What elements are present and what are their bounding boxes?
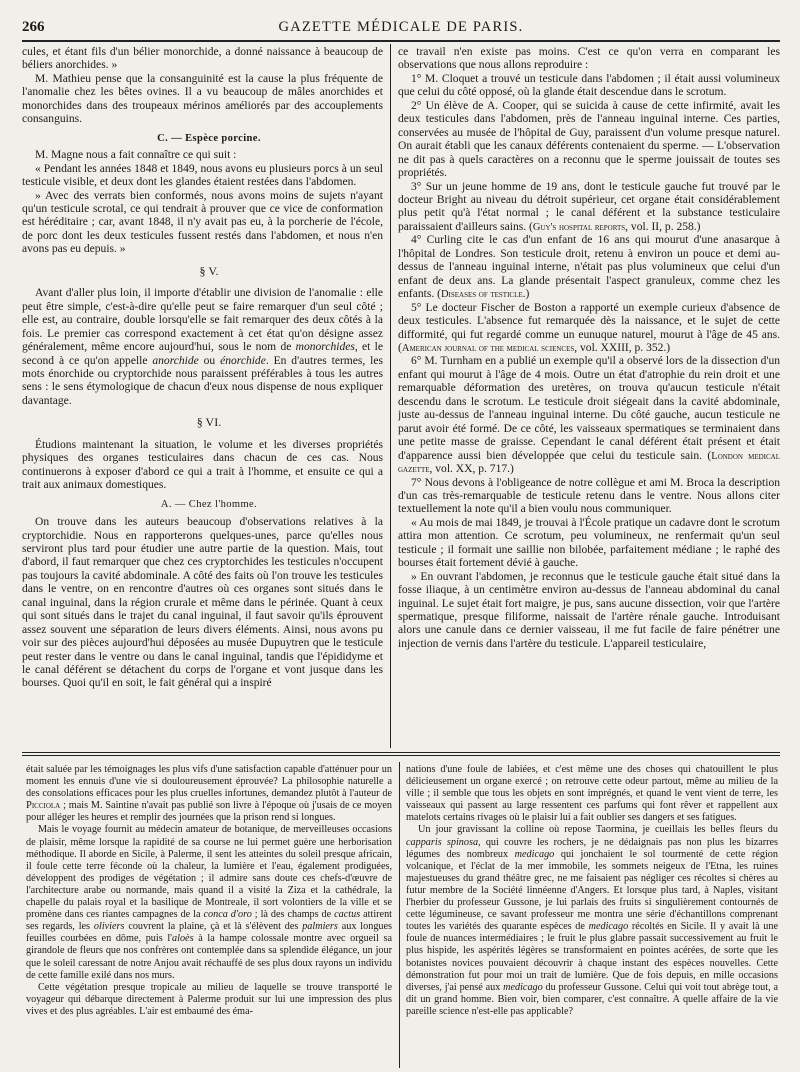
paragraph: M. Magne nous a fait connaître ce qui suit : [35, 149, 237, 162]
quotation: « Au mois de mai 1849, je trouvai à l'École pratique un cadavre dont le scrotum attira mon attention. Ce scrotum, peu volumineux, ne renfermait qu'un seul testicule ; il formait une saillie non bilobée, parfaitement médiane ; le raphé des bourses était fortement dévié à gauche. [398, 516, 780, 570]
journal-title: GAZETTE MÉDICALE DE PARIS. [278, 19, 524, 35]
paragraph: Cette végétation presque tropicale au milieu de laquelle se trouve transporté le voyageur qui débarque directement à Palerme produit sur lui une impression des plus vives et des plus agréables. L'air est embaumé des éma- [26, 981, 392, 1017]
observation-7: 7° Nous devons à l'obligeance de notre collègue et ami M. Broca la description d'un cas très-remarquable de testicule retenu dans le ventre. Nous allons citer textuellement la note qu'il a bien voulu nous communiquer. [398, 476, 780, 516]
paragraph: Un jour gravissant la colline où repose Taormina, je cueillais les belles fleurs du capparis spinosa, qui couvre les rochers, je ne dédaignais pas non plus les bizarres légumes des nombreux medicago qui jonchaient le sol tourmenté de cette région volcanique, et l'éclat de la mer immobile, les sommets neigeux de l'Etna, les ruines majestueuses du grand théâtre grec, ne me faisaient pas négliger ces récoltes si chères au futur membre de la Société linnéenne d'Angers. Et lorsque plus tard, à Naples, visitant l'herbier du professeur Gussone, je lui parlais des fruits si singulièrement contournés de cette légumineuse, ce savant professeur me montra une série d'échantillons comprenant toutes les variétés des quarante espèces de medicago récoltés en Sicile. Il y avait là une foule de nuances intermédiaires ; le fruit le plus glabre passait successivement au fruit le plus hispide, les aspérités légères se transformaient en pointes acérées, de sorte que les botanistes novices pouvaient découvrir à chaque instant des espèces nouvelles. Cette démonstration fut pour moi un trait de lumière. Que de fois depuis, en mille occasions diverses, j'ai pensé aux medicago du professeur Gussone. Celui qui voit tout abrège tout, a dit un grand homme. Bien voir, bien comparer, c'est connaître. A quelle affaire de la vie pareille science n'est-elle pas applicable? [406, 824, 778, 1017]
observation-2: 2° Un élève de A. Cooper, qui se suicida à cause de cette infirmité, avait les deux testicules dans l'abdomen, près de l'anneau inguinal interne. Ces parties, conservées au musée de l'hôpital de Guy, paraissent d'un volume presque naturel. On aurait établi que les canaux déférents contenaient du sperme. — L'observation ne dit pas à quels caractères on a reconnu que le sperme jouissait de toutes ses propriétés. [398, 99, 780, 180]
feuilleton-rule-2 [22, 755, 780, 756]
top-right-column [398, 46, 780, 748]
column-divider-bottom [399, 762, 400, 1068]
observation-4: 4° Curling cite le cas d'un enfant de 16 ans qui mourut d'une anasarque à l'hôpital de Londres. Son testicule droit, retenu à environ un pouce et demi au-dessus de l'anneau inguinal interne, n'était pas plus volumineux que celui d'un enfant de deux ans. La glande présentait l'aspect granuleux, comme chez les enfants. (Diseases of testicle.) [398, 234, 780, 301]
paragraph: était saluée par les témoignages les plus vifs d'une satisfaction capable d'atténuer pour un moment les ennuis d'une vie si douloureusement éprouvée? La philosophie naturelle a des consolations efficaces pour les plus cruelles infortunes, demandez plutôt à l'auteur de Picciola ; mais M. Saintine n'avait pas publié son livre à l'époque où j'usais de ce moyen pour alléger les heures et remplir des journées que la prison rend si longues. [26, 764, 392, 824]
observation-3: 3° Sur un jeune homme de 19 ans, dont le testicule gauche fut trouvé par le docteur Bright au niveau du détroit supérieur, cet organe était considérablement plus petit qu'à l'état normal ; le canal déférent et la substance testiculaire paraissaient d'ailleurs sains. (Guy's hospital reports, vol. II, p. 258.) [398, 180, 780, 233]
feuilleton-rule [22, 752, 780, 753]
bottom-left-column [26, 764, 392, 1070]
section-number: § VI. [196, 415, 222, 430]
header-rule [22, 40, 780, 42]
observation-5: 5° Le docteur Fischer de Boston a rapporté un exemple curieux d'absence de deux testicules. L'absence fut remarquée dès la naissance, et le sujet de cette difformité, qui fut regardé comme un eunuque naturel, mourut à l'âge de 45 ans. (American journal of the medical sciences, vol. XXIII, p. 352.) [398, 301, 780, 354]
paragraph: « Pendant les années 1848 et 1849, nous avons eu plusieurs porcs à un seul testicule visible, et deux dont les glandes étaient restées dans l'abdomen. [22, 162, 383, 189]
paragraph: Avant d'aller plus loin, il importe d'établir une division de l'anomalie : elle peut être simple, c'est-à-dire qu'elle peut se faire remarquer d'un seul côté ; elle est, au contraire, double lorsqu'elle se fait remarquer des deux côtés à la fois. Le premier cas correspond exactement à cet état qu'on désigne assez généralement, même encore aujourd'hui, sous le nom de monorchides, et le second à ce qu'on appelle anorchide ou énorchide. En d'autres termes, les mots énorchide ou cryptorchide nous paraissent préférables à tous les autres sens : le sens étymologique de chacun d'eux nous dispense de nous expliquer davantage. [22, 287, 383, 407]
section-heading: C. — Espèce porcine. [157, 132, 261, 144]
bottom-right-column [406, 764, 778, 1070]
column-divider-top [390, 44, 391, 748]
section-number: § V. [199, 263, 219, 278]
paragraph: » Avec des verrats bien conformés, nous avons moins de sujets n'ayant qu'un testicule scrotal, ce qui tendrait à prouver que ce vice de conformation est héréditaire ; car, avant 1848, il n'y avait pas eu, à la porcherie de l'école, de porc dont les deux testicules fussent restés dans l'abdomen, et nous n'en avons pas eu depuis. » [22, 189, 383, 256]
page-header [22, 14, 780, 40]
section-heading: A. — Chez l'homme. [160, 498, 258, 510]
paragraph: M. Mathieu pense que la consanguinité est la cause la plus fréquente de l'anomalie chez les bêtes ovines. Il a vu beaucoup de mâles anorchides et monorchides dans des troupeaux mérinos améliorés par des accouplements consanguins. [22, 72, 383, 126]
paragraph: Mais le voyage fournit au médecin amateur de botanique, de merveilleuses occasions de plaisir, même lorsque la rapidité de sa course ne lui permet guère une herborisation méthodique. Il aborde en Sicile, à Palerme, il sent les atteintes du soleil presque africain, il foule cette terre féconde où la chaleur, la lumière et l'eau, également prodiguées, développent des prodiges de végétation ; il admire sans doute ces chefs-d'œuvre de l'architecture arabe ou normande, mais quand il a visité la Ziza et la cathédrale, la chapelle du palais royal et la basilique de Montreale, il sort volontiers de la ville et se promène dans ces riantes campagnes de la conca d'oro ; là des champs de cactus attirent ses regards, les oliviers couvrent la plaine, çà et là s'élèvent des palmiers aux longues feuilles courbées en dôme, puis l'aloès à la hampe colossale montre avec orgueil sa girandole de fleurs que nos confrères ont contemplée dans sa splendide élégance, un jour que le soleil caressant de notre Anjou avait réchauffé de ses plus doux rayons un individu de cette famille exilé dans nos murs. [26, 824, 392, 981]
paragraph: Étudions maintenant la situation, le volume et les diverses propriétés physiques des organes testiculaires dans chacun de ces cas. Nous continuerons à exposer d'abord ce qui a trait à l'homme, et ensuite ce qui a trait aux animaux domestiques. [22, 438, 383, 492]
paragraph: nations d'une foule de labiées, et c'est même une des choses qui chatouillent le plus délicieusement un organe exercé ; on retrouve cette odeur partout, même au milieu de la ville ; il semble que tous les objets en sont imprégnés, et quand le vent vient de terre, les vaisseaux qui passent au large ressentent ces parfums qui font rêver et rappellent aux matelots certains rivages où le plaisir lui a fait oublier ses dangers et ses fatigues. [406, 764, 778, 824]
quotation: » En ouvrant l'abdomen, je reconnus que le testicule gauche était situé dans la fosse iliaque, à un centimètre environ au-dessus de l'anneau abdominal du canal inguinal. Le sujet était fort maigre, je pus, sans aucune dissection, voir que l'artère spermatique, presque filiforme, naissait de l'artère rénale gauche. Introduisant alors une canule dans ce dernier vaisseau, il me fut facile de faire pénétrer une injection de vernis dans l'artère du testicule. L'appareil testiculaire, [398, 570, 780, 650]
paragraph: cules, et étant fils d'un bélier monorchide, a donné naissance à beaucoup de béliers anorchides. » [22, 46, 383, 72]
observation-1: 1° M. Cloquet a trouvé un testicule dans l'abdomen ; il était aussi volumineux que celui du côté opposé, où la glande était descendue dans le scrotum. [398, 72, 780, 99]
page-number: 266 [22, 19, 45, 35]
paragraph: ce travail n'en existe pas moins. C'est ce qu'on verra en comparant les observations que nous allons reproduire : [398, 46, 780, 72]
observation-6: 6° M. Turnham en a publié un exemple qu'il a observé lors de la dissection d'un enfant qui mourut à l'âge de 4 mois. Outre un état d'atrophie du rein droit et une remarquable déformation des uretères, on trouva qu'aucun testicule n'était descendu dans le scrotum. Le testicule droit siégeait dans la cavité abdominale, juste au-dessus de l'anneau inguinal interne. Du côté gauche, aucun testicule ne parut avoir été formé. De ce côté, les vaisseaux spermatiques se terminaient dans une petite masse de graisse. Cependant le canal déférent était présent et était d'apparence aussi bien développée que celui du testicule sain. (London medical gazette, vol. XX, p. 717.) [398, 355, 780, 476]
top-left-column [22, 46, 383, 748]
paragraph: On trouve dans les auteurs beaucoup d'observations relatives à la cryptorchidie. Nous en rapporterons quelques-unes, parce qu'elles nous serviront plus tard pour étudier une autre partie de la question. Mais, tout d'abord, il faut remarquer que chez ces cryptorchides les testicules n'occupent pas toujours la cavité abdominale. A côté des faits où l'on trouve les testicules dans le ventre, on en rencontre d'autres où ces organes sont situés dans le canal inguinal, dans la région crurale et même dans le périnée. Quant à ceux qui sont situés dans le trajet du canal inguinal, il faut savoir qu'ils éprouvent assez souvent une séparation de leurs divers éléments. Ainsi, nous avons pu voir sur des pièces aujourd'hui déposées au musée Dupuytren que le testicule peut rester dans le ventre ou dans le canal inguinal, tandis que l'épididyme et le canal déférent se détachent du corps de l'organe et vont jusque dans les bourses. Quoi qu'il en soit, le fait général qui a inspiré [22, 516, 383, 690]
